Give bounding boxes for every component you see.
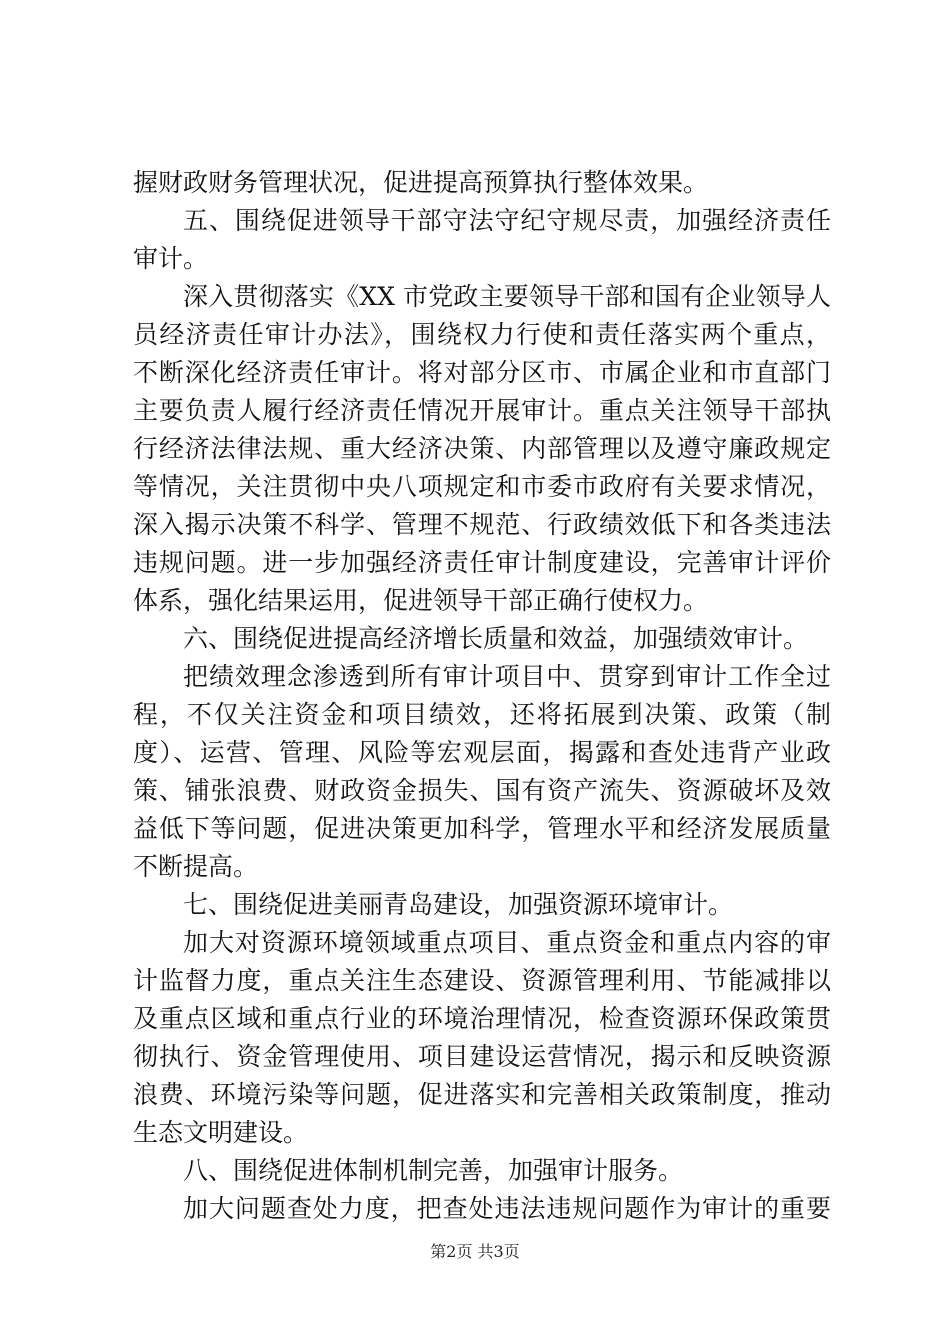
paragraph-line: 浪费、环境污染等问题，促进落实和完善相关政策制度，推动 [133, 1080, 831, 1109]
paragraph-line: 加大问题查处力度，把查处违法违规问题作为审计的重要 [183, 1194, 831, 1223]
paragraph-line: 加大对资源环境领域重点项目、重点资金和重点内容的审 [183, 928, 831, 957]
paragraph-line: 不断提高。 [133, 852, 259, 881]
page-footer [0, 1242, 950, 1262]
paragraph-line: 益低下等问题，促进决策更加科学，管理水平和经济发展质量 [133, 814, 831, 843]
paragraph-line: 行经济法律法规、重大经济决策、内部管理以及遵守廉政规定 [133, 434, 831, 463]
page-number-label: 第2页 共3页 [430, 1242, 520, 1261]
paragraph-line: 度）、运营、管理、风险等宏观层面，揭露和查处违背产业政 [133, 738, 831, 767]
section-heading: 七、围绕促进美丽青岛建设，加强资源环境审计。 [183, 890, 734, 919]
paragraph-line: 深入揭示决策不科学、管理不规范、行政绩效低下和各类违法 [133, 510, 831, 539]
paragraph-line: 及重点区域和重点行业的环境治理情况，检查资源环保政策贯 [133, 1004, 831, 1033]
paragraph-line: 不断深化经济责任审计。将对部分区市、市属企业和市直部门 [133, 358, 831, 387]
section-heading: 五、围绕促进领导干部守法守纪守规尽责，加强经济责任 [183, 206, 831, 235]
paragraph-line: 违规问题。进一步加强经济责任审计制度建设，完善审计评价 [133, 548, 831, 577]
paragraph-line: 生态文明建设。 [133, 1118, 309, 1147]
paragraph-line: 深入贯彻落实《XX 市党政主要领导干部和国有企业领导人 [183, 282, 831, 311]
section-heading: 六、围绕促进提高经济增长质量和效益，加强绩效审计。 [183, 624, 809, 653]
paragraph-line: 员经济责任审计办法》，围绕权力行使和责任落实两个重点， [133, 320, 831, 349]
paragraph-line: 等情况，关注贯彻中央八项规定和市委市政府有关要求情况， [133, 472, 831, 501]
paragraph-line: 策、铺张浪费、财政资金损失、国有资产流失、资源破坏及效 [133, 776, 831, 805]
section-heading: 八、围绕促进体制机制完善，加强审计服务。 [183, 1156, 684, 1185]
text-line: 握财政财务管理状况，促进提高预算执行整体效果。 [133, 168, 709, 197]
paragraph-line: 把绩效理念渗透到所有审计项目中、贯穿到审计工作全过 [183, 662, 831, 691]
paragraph-line: 计监督力度，重点关注生态建设、资源管理利用、节能减排以 [133, 966, 831, 995]
paragraph-line: 程，不仅关注资金和项目绩效，还将拓展到决策、政策（制 [133, 700, 831, 729]
paragraph-line: 体系，强化结果运用，促进领导干部正确行使权力。 [133, 586, 709, 615]
paragraph-line: 彻执行、资金管理使用、项目建设运营情况，揭示和反映资源 [133, 1042, 831, 1071]
paragraph-line: 主要负责人履行经济责任情况开展审计。重点关注领导干部执 [133, 396, 831, 425]
section-heading-continued: 审计。 [133, 244, 209, 273]
